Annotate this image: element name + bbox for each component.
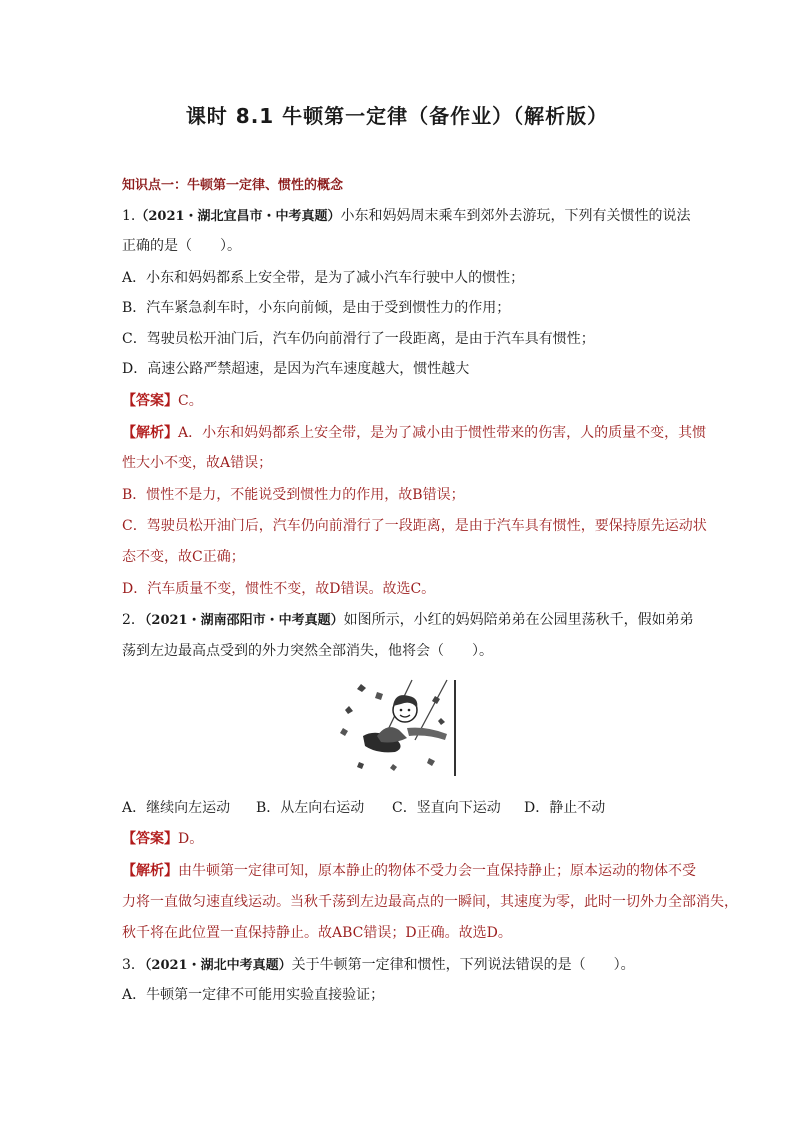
question-2-stem — [122, 610, 694, 631]
q2-analysis-line-2: 力将一直做匀速直线运动。当秋千荡到左边最高点的一瞬间，其速度为零，此时一切外力全部消失， — [122, 894, 738, 910]
q1-option-b: B．汽车紧急刹车时，小东向前倾，是由于受到惯性力的作用； — [122, 300, 511, 316]
q2-option-d: D．静止不动 — [524, 800, 606, 816]
question-number: 1. — [122, 208, 136, 224]
q1-option-a: A．小东和妈妈都系上安全带，是为了减小汽车行驶中人的惯性； — [122, 270, 525, 286]
question-source: （2021・湖北中考真题） — [144, 958, 292, 973]
q1-analysis-line-6: D．汽车质量不变，惯性不变，故D错误。故选C。 — [122, 581, 436, 597]
q2-answer — [122, 829, 203, 849]
q1-option-c: C．驾驶员松开油门后，汽车仍向前滑行了一段距离，是由于汽车具有惯性； — [122, 331, 595, 347]
swing-illustration — [337, 678, 483, 776]
analysis-tag: 【解析】 — [122, 863, 178, 879]
answer-value: C。 — [178, 393, 203, 409]
q2-option-a: A．继续向左运动 — [122, 800, 231, 816]
q1-analysis-line-5: 态不变，故C正确； — [122, 549, 245, 565]
answer-tag: 【答案】 — [122, 831, 178, 847]
q2-analysis-line-3: 秋千将在此位置一直保持静止。故ABC错误；D正确。故选D。 — [122, 925, 512, 941]
q2-option-c: C．竖直向下运动 — [392, 800, 501, 816]
answer-value: D。 — [178, 831, 204, 847]
question-text: 小东和妈妈周末乘车到郊外去游玩，下列有关惯性的说法 — [340, 208, 691, 224]
question-1-stem-cont: 正确的是（ ）。 — [122, 238, 241, 254]
analysis-text: A．小东和妈妈都系上安全带，是为了减小由于惯性带来的伤害，人的质量不变，其惯 — [178, 425, 707, 441]
q1-analysis-line-1 — [122, 423, 706, 443]
question-1-stem — [122, 206, 691, 227]
q2-analysis-line-1 — [122, 861, 696, 881]
question-2-stem-cont: 荡到左边最高点受到的外力突然全部消失，他将会（ ）。 — [122, 643, 493, 659]
q1-answer — [122, 391, 203, 411]
q1-analysis-line-4: C．驾驶员松开油门后，汽车仍向前滑行了一段距离，是由于汽车具有惯性，要保持原先运动状 — [122, 518, 707, 534]
q2-options — [122, 797, 682, 817]
page-title: 课时 8.1 牛顿第一定律（备作业）（解析版） — [185, 104, 609, 128]
analysis-tag: 【解析】 — [122, 425, 178, 441]
question-text: 如图所示，小红的妈妈陪弟弟在公园里荡秋千，假如弟弟 — [343, 612, 694, 628]
analysis-text: 由牛顿第一定律可知，原本静止的物体不受力会一直保持静止；原本运动的物体不受 — [178, 863, 696, 879]
question-source: （2021・湖南邵阳市・中考真题） — [144, 613, 344, 628]
q3-option-a: A．牛顿第一定律不可能用实验直接验证； — [122, 987, 385, 1003]
question-number: 2． — [122, 612, 145, 628]
q2-option-b: B．从左向右运动 — [256, 800, 365, 816]
q1-option-d: D．高速公路严禁超速，是因为汽车速度越大，惯性越大 — [122, 361, 470, 377]
section-heading: 知识点一：牛顿第一定律、惯性的概念 — [122, 178, 344, 193]
question-source: （2021・湖北宜昌市・中考真题） — [135, 209, 341, 224]
q1-analysis-line-3: B．惯性不是力，不能说受到惯性力的作用，故B错误； — [122, 487, 465, 503]
question-number: 3． — [122, 957, 145, 973]
q1-analysis-line-2: 性大小不变，故A错误； — [122, 455, 273, 471]
answer-tag: 【答案】 — [122, 393, 178, 409]
question-3-stem — [122, 955, 635, 976]
question-text: 关于牛顿第一定律和惯性，下列说法错误的是（ ）。 — [291, 957, 635, 973]
